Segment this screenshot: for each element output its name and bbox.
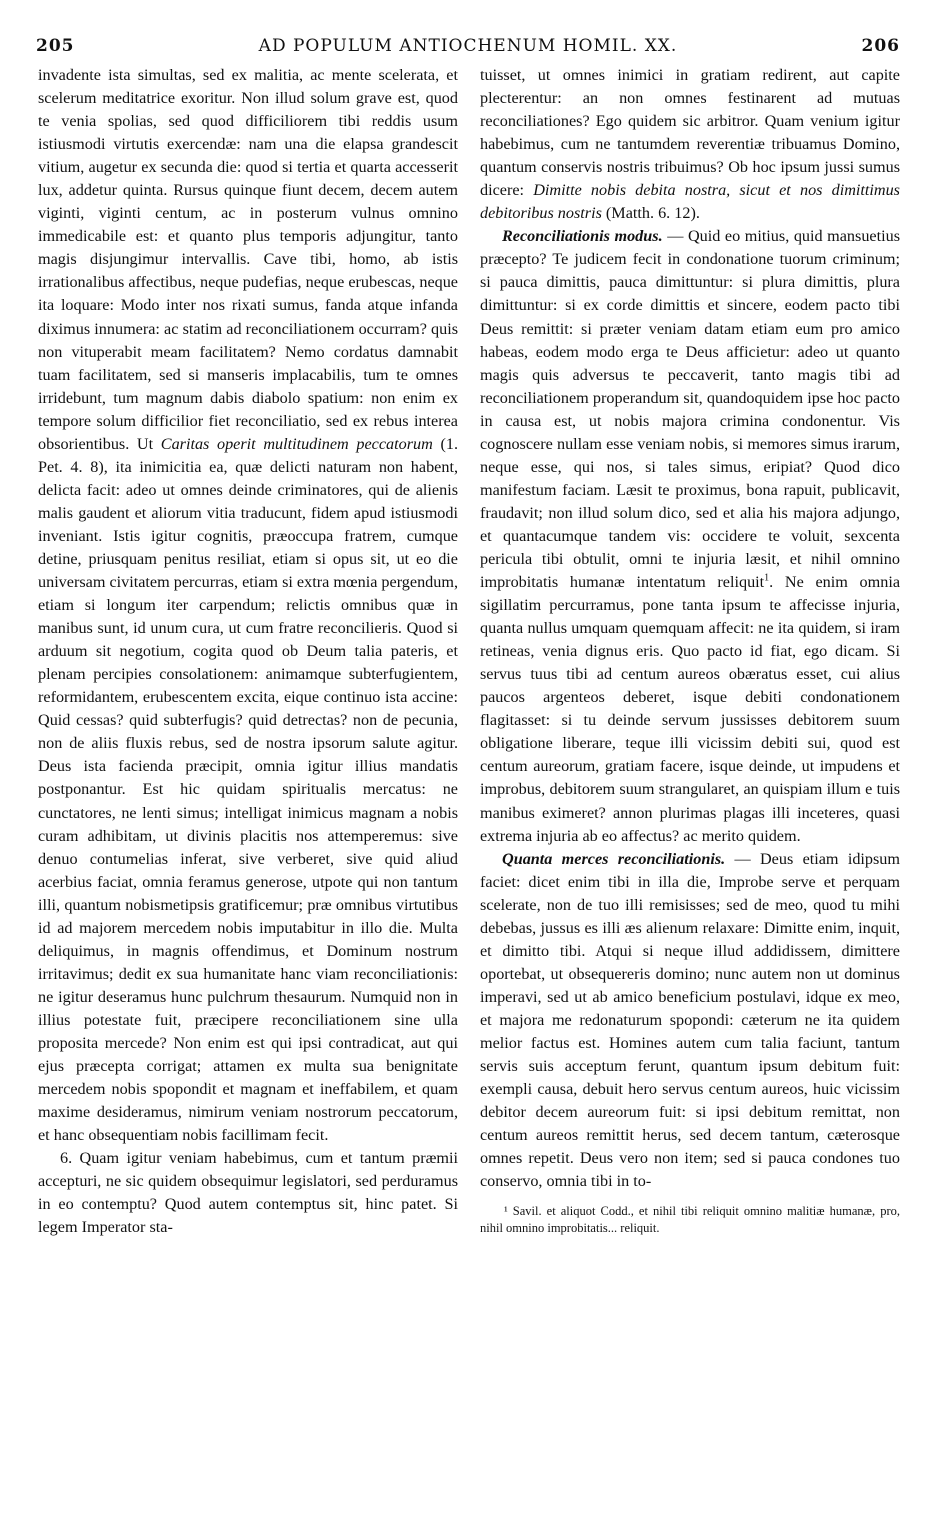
paragraph-continued [480,64,900,225]
paragraph-continued [38,64,458,1147]
scripture-reference: (1. Pet. 4. 8) [38,434,458,476]
paragraph-section-6 [38,1147,458,1239]
paragraph-quanta-merces [480,848,900,1194]
right-column [480,64,900,1520]
page-number-right: 206 [861,36,900,56]
running-header [36,34,900,58]
text-run: — Deus etiam idipsum faciet: dicet enim tibi in illa die, Improbe serve et perquam scelerate, non de tuo illi remisisses; sed de meo, quod tu mihi debebas, jussus es illi æs alienum relaxare: Dimitte enim, inquit, et dimitto tibi. Atqui si neque illud addidissem, dimittere oportebat, ut obsequereris domino; nunc autem non ut dominus imperavi, sed ut ab amico beneficium postulavi, idque ex meo, et majora me redonaturum spopondi: cæterum ne ita quidem melior factus est. Homines autem cum talia faciunt, tantum servis suis acceptum ferunt, quantum ipsum debitum fuit: exempli causa, debuit hero servus centum aureos, huic vicissim debitor decem aureorum fuit: si ipsi debitum remittat, non centum aureos remittit herus, sed decem tantum, cæterosque omnes repetit. Deus vero non item; sed si pauca condones tuo conservo, omnia tibi in to- [480,849,900,1191]
scripture-quote: Dimitte nobis debita nostra, sicut et nos dimittimus debitoribus nostris [480,181,900,223]
scripture-reference: (Matth. 6. 12). [605,204,700,223]
paragraph-reconciliationis-modus [480,225,900,847]
text-run: , ita inimicitia ea, quæ delicti naturam non habent, delicta facit: adeo ut omnes deinde criminatores, qui de alienis malis gaudent et aliorum vitia traducunt, fidem apud istiusmodi inveniant. Istis igitur cognitis, præoccupa fratrem, cumque detine, priusquam penitus resiliat, etiam si opus sit, ut eo die universam civitatem percurras, etiam si extra mœnia pergendum, etiam si longum iter carpendum; relictis omnibus quæ in manibus sunt, id unum cura, ut cum fratre reconcilieris. Quod si arduum sit negotium, cogita quod ob Deum talia pateris, et plenam percipies consolationem: animamque subterfugientem, reformidantem, erubescentem excita, eique continuo ista accine: Quid cessas? quid subterfugis? quid detrectas? non de pecunia, non de aliis fluxis rebus, sed de nostra ipsorum salute agitur. Deus ista facienda præcipit, omnia igitur illius mandatis postponantur. Est hic quidam spiritualis mercatus: ne cunctatores, ne lenti simus; intelligat inimicus magnam a nobis curam adhibitam, ut divinis placitis nos attemperemus: sive denuo contumelias inferat, sive verberet, sive quid aliud acerbius faciat, omnia feramus generose, utpote qui non tantum illi, quantum nobismetipsis gratificemur; præ omnibus virtutibus id ad majorem mercedem nobis imputabitur in illo die. Multa deliquimus, in magnis offendimus, et Dominum nostrum irritavimus; dedit ex sua humanitate hanc viam reconciliationis: ne igitur deseramus hunc pulchrum thesaurum. Numquid non in illius potestate fuit, præcipere reconciliationem sine ulla proposita mercede? Non enim est qui ipsi contradicat, aut qui ejus præcepta corrigat; attamen ex multa sua benignitate mercedem nobis spopondit et magnam et ineffabilem, et quam maxime desideramus, nimirum veniam nostrorum peccatorum, et hanc obsequentiam nobis facillimam fecit. [38,457,458,1145]
text-run: . Ne enim omnia sigillatim percurramus, pone tanta ipsum te affecisse injuria, quanta nullus umquam quemquam affecit: ne ita quidem, si iram retineas, venia dignus eris. Quo pacto id fiat, ego dicam. Si servus tuus tibi ad centum aureos obæratus esset, cui alius paucos argenteos deberet, isque debiti condonationem flagitasset: si tu deinde servum jussisses debitorem suum obligatione liberare, teque illi vicissim debiti sui, quod est centum aureorum, gratiam facere, isque deinde, ut impudens et improbus, debitorem suum strangularet, an quispiam illum e tuis manibus eximeret? annon plurimas plagas illi inceteres, quasi extrema injuria ab eo affectus? ac merito quidem. [480,573,900,845]
left-column [38,64,458,1520]
text-run: 6. Quam igitur veniam habebimus, cum et tantum præmii accepturi, ne sic quidem obsequimur legislatori, sed perduramus in eo contemptu? Quod autem contemptus sit, hinc patet. Si legem Imperator sta- [38,1149,458,1237]
scripture-quote: Caritas operit multitudinem peccatorum [160,434,433,453]
text-run: — Quid eo mitius, quid mansuetius præcepto? Te judicem fecit in condonatione tuorum criminum; si pauca dimittis, pauca dimittuntur: si plura dimittis, plura dimittuntur: si ex corde dimittis et sincere, eodem pacto tibi Deus remittit: si præter veniam datam etiam eum pro amico habeas, eodem modo erga te Deus afficietur: adeo ut quanto magis quis adversus te peccaverit, tanto magis tibi ad reconciliationem properandum sit, quandoquidem ipse hoc pacto in causa est, ut nobis majora crimina condonentur. Vis cognoscere nullam esse veniam nobis, si memores simus irarum, neque esse, qui nos, si tales simus, eripiat? Quod dico manifestum faciam. Læsit te proximus, bona rapuit, publicavit, fraudavit; non illud solum dico, sed et alia his majora adjungo, et quantacumque tandem vis: occidere te voluit, sexcenta pericula tibi obtulit, omni te injuria læsit, et nihil omnino improbitatis humanæ intentatum reliquit [480,227,900,592]
page-number-left: 205 [36,36,75,56]
text-run: tuisset, ut omnes inimici in gratiam redirent, aut capite plecterentur: an non omnes festinarent ad mutuas reconciliationes? Ego quidem sic arbitror. Quam venium igitur habebimus, cum ne tantumdem reverentiæ tribuamus Domino, quantum conservis nostris tribuimus? Ob hoc ipsum jussi sumus dicere: [480,66,900,200]
footnote-mark: 1 [764,572,770,584]
marginal-heading: Reconciliationis modus. [502,227,663,246]
running-title: AD POPULUM ANTIOCHENUM HOMIL. XX. [258,36,678,56]
marginal-heading: Quanta merces reconciliationis. [502,849,726,868]
text-run: invadente ista simultas, sed ex malitia, ac mente scelerata, et scelerum meditatrice exoritur. Non illud solum grave est, quod te venia spolias, sed quod difficiliorem tibi reddis usum istiusmodi virtutis exercendæ: nam una die elapsa grandescit vitium, augetur ex secunda die: quod si tertia et quarta accesserit lux, addetur quinta. Rursus quinque fiunt decem, decem autem viginti, viginti centum, ac in posterum vulnus omnino immedicabile est: et quanto plus temporis adjungitur, tanto magis disjungimur intervallis. Cave tibi, homo, ab istis irrationalibus affectibus, neque pudefias, neque erubescas, neque ita loquare: Modo inter nos rixati sumus, fanda atque infanda diximus innumera: ac statim ad reconciliationem occurram? quis non vituperabit meam facilitatem? Nemo cordatus damnabit tuam facilitatem, sed si manseris implacabilis, tum te omnes irridebunt, tum magnum dabis diabolo spatium: non enim ex tempore solum difficilior fiet reconciliatio, sed ex rebus interea obsorientibus. Ut [38,66,458,453]
footnote: ¹ Savil. et aliquot Codd., et nihil tibi reliquit omnino malitiæ humanæ, pro, nihil omnino improbitatis... reliquit. [480,1204,900,1236]
